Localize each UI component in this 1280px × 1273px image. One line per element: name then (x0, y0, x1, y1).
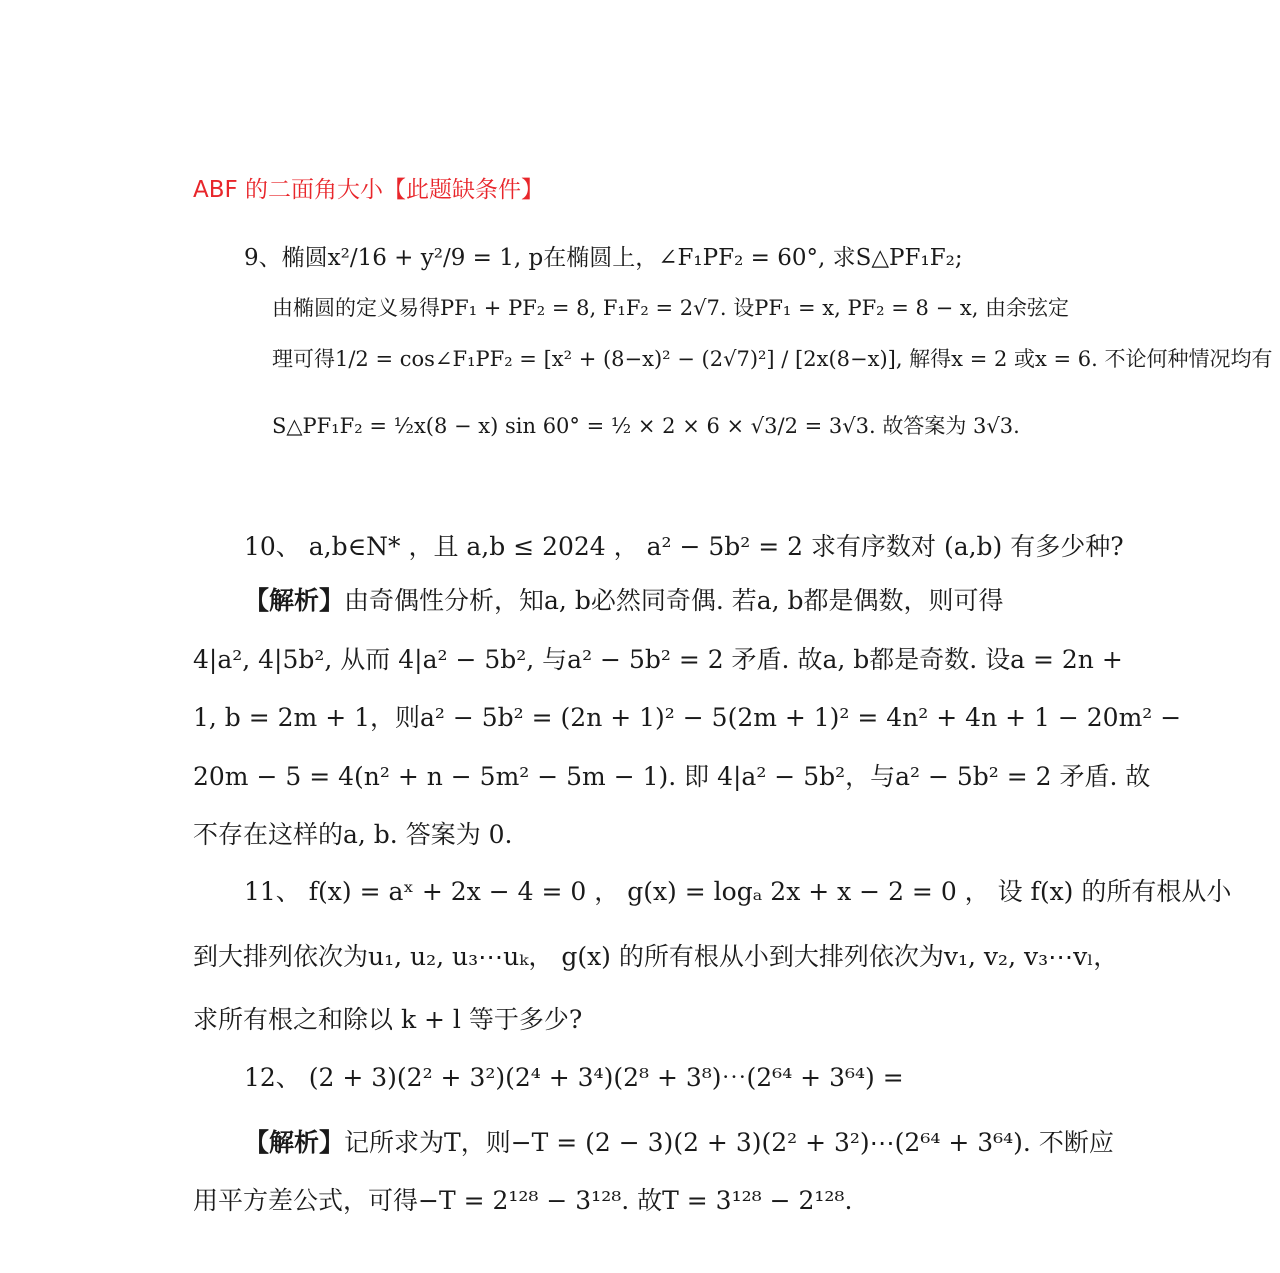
question-12-solution-line-1 (244, 1128, 1114, 1158)
solution-text: 由奇偶性分析，知a, b必然同奇偶. 若a, b都是偶数，则可得 (344, 586, 1004, 615)
question-10-text: 10、 a,b∈N* ，且 a,b ≤ 2024 ， a² − 5b² = 2 求有序数对 (a,b) 有多少种? (244, 532, 1124, 561)
question-10-solution-line-2: 4|a², 4|5b², 从而 4|a² − 5b², 与a² − 5b² = 2 矛盾. 故a, b都是奇数. 设a = 2n + (193, 645, 1123, 674)
question-12-text: 12、 (2 + 3)(2² + 3²)(2⁴ + 3⁴)(2⁸ + 3⁸)⋯(2⁶⁴ + 3⁶⁴) = (244, 1063, 904, 1092)
solution-text: 记所求为T，则−T = (2 − 3)(2 + 3)(2² + 3²)⋯(2⁶⁴ + 3⁶⁴). 不断应 (344, 1128, 1114, 1157)
question-11-line-3: 求所有根之和除以 k + l 等于多少? (193, 1005, 583, 1034)
question-10-solution-line-5: 不存在这样的a, b. 答案为 0. (193, 820, 513, 849)
solution-label: 【解析】 (244, 1128, 345, 1157)
question-10-solution-line-3: 1, b = 2m + 1，则a² − 5b² = (2n + 1)² − 5(2m + 1)² = 4n² + 4n + 1 − 20m² − (193, 703, 1182, 732)
solution-label: 【解析】 (244, 586, 345, 615)
question-9-solution-line-2: 理可得1/2 = cos∠F₁PF₂ = [x² + (8−x)² − (2√7)²] / [2x(8−x)], 解得x = 2 或x = 6. 不论何种情况均有 (272, 347, 1273, 371)
question-12-solution-line-2: 用平方差公式，可得−T = 2¹²⁸ − 3¹²⁸. 故T = 3¹²⁸ − 2¹²⁸. (193, 1186, 853, 1215)
missing-condition-note: ABF 的二面角大小【此题缺条件】 (193, 177, 545, 203)
question-10-solution-line-4: 20m − 5 = 4(n² + n − 5m² − 5m − 1). 即 4|a² − 5b²，与a² − 5b² = 2 矛盾. 故 (193, 762, 1151, 791)
question-10-solution-line-1 (244, 586, 1004, 616)
question-9-solution-line-3: S△PF₁F₂ = ½x(8 − x) sin 60° = ½ × 2 × 6 × √3/2 = 3√3. 故答案为 3√3. (272, 414, 1020, 438)
question-11-line-2: 到大排列依次为u₁, u₂, u₃⋯uₖ， g(x) 的所有根从小到大排列依次为v₁, v₂, v₃⋯vₗ， (193, 942, 1119, 971)
question-11-line-1: 11、 f(x) = aˣ + 2x − 4 = 0 ， g(x) = logₐ 2x + x − 2 = 0 ， 设 f(x) 的所有根从小 (244, 877, 1232, 906)
question-9-text: 9、椭圆x²/16 + y²/9 = 1, p在椭圆上，∠F₁PF₂ = 60°, 求S△PF₁F₂; (244, 245, 963, 271)
question-9-solution-line-1: 由椭圆的定义易得PF₁ + PF₂ = 8, F₁F₂ = 2√7. 设PF₁ = x, PF₂ = 8 − x, 由余弦定 (272, 296, 1070, 320)
